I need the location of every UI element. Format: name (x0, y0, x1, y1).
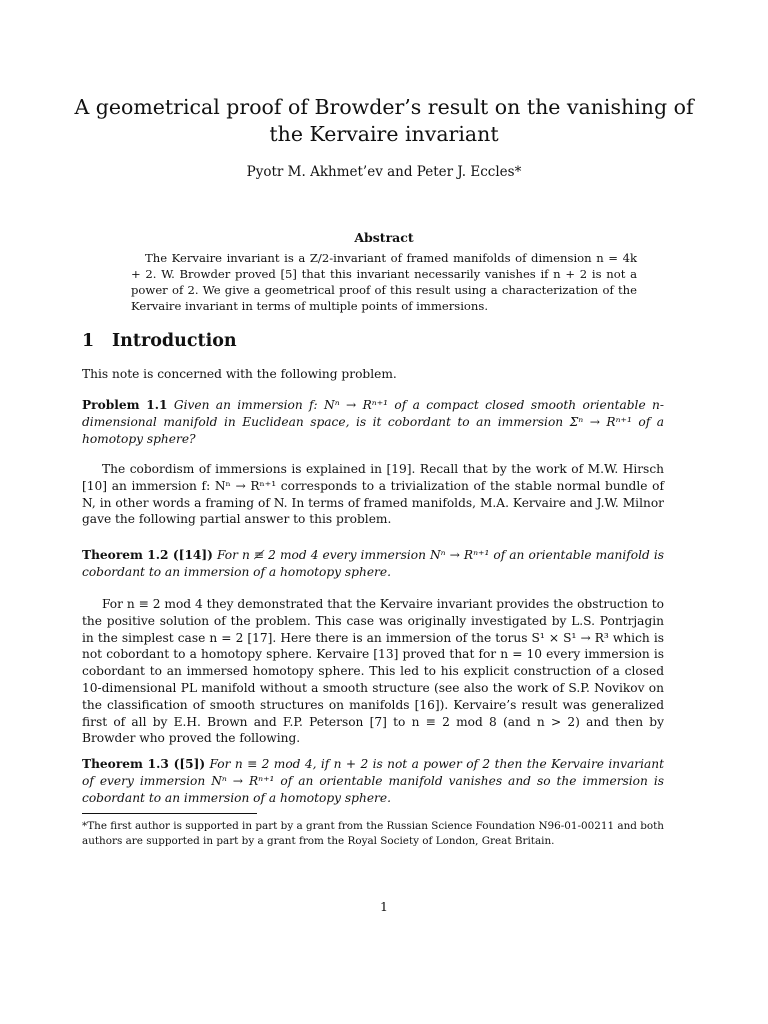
problem-text: Given an immersion f: Nⁿ → Rⁿ⁺¹ of a compact closed smooth orientable n-dimensional manifold in Euclidean space, is it cobordant to an immersion Σⁿ → Rⁿ⁺¹ of a homotopy sphere? (82, 398, 664, 446)
intro-sentence: This note is concerned with the following problem. (82, 367, 397, 381)
section-heading (82, 331, 237, 351)
paper-title: A geometrical proof of Browder’s result on the vanishing of the Kervaire invariant (74, 95, 694, 146)
problem-label: Problem 1.1 (82, 398, 168, 412)
paragraph-cobordism: The cobordism of immersions is explained in [19]. Recall that by the work of M.W. Hirsch [10] an immersion f: Nⁿ → Rⁿ⁺¹ corresponds to a trivialization of the stable normal bundle of N, in other words a framing of N. In terms of framed manifolds, M.A. Kervaire and J.W. Milnor gave the following partial answer to this problem. (82, 462, 664, 527)
section-title: Introduction (112, 331, 237, 351)
author-line: Pyotr M. Akhmet’ev and Peter J. Eccles* (246, 164, 522, 180)
theorem-label: Theorem 1.2 ([14]) (82, 548, 213, 562)
abstract-heading: Abstract (354, 230, 414, 245)
theorem-text: For n ≢ 2 mod 4 every immersion Nⁿ → Rⁿ⁺¹ of an orientable manifold is cobordant to an immersion of a homotopy sphere. (82, 548, 664, 579)
footnote-rule (82, 813, 257, 814)
theorem-label: Theorem 1.3 ([5]) (82, 757, 206, 771)
theorem-1-3 (82, 756, 664, 806)
footnote: *The first author is supported in part by a grant from the Russian Science Foundation N96-01-00211 and both authors are supported in part by a grant from the Royal Society of London, Great Britain. (82, 820, 664, 847)
theorem-1-2 (82, 547, 664, 581)
page-number: 1 (380, 899, 388, 914)
theorem-text: For n ≡ 2 mod 4, if n + 2 is not a power of 2 then the Kervaire invariant of every immersion Nⁿ → Rⁿ⁺¹ of an orientable manifold vanishes and so the immersion is cobordant to an immersion of a homotopy sphere. (82, 757, 665, 805)
paragraph-kervaire: For n ≡ 2 mod 4 they demonstrated that the Kervaire invariant provides the obstruction to the positive solution of the problem. This case was originally investigated by L.S. Pontrjagin in the simplest case n = 2 [17]. Here there is an immersion of the torus S¹ × S¹ → R³ which is not cobordant to a homotopy sphere. Kervaire [13] proved that for n = 10 every immersion is cobordant to an immersed homotopy sphere. This led to his explicit construction of a closed 10-dimensional PL manifold without a smooth structure (see also the work of S.P. Novikov on the classification of smooth structures on manifolds [16]). Kervaire’s result was generalized first of all by E.H. Brown and F.P. Peterson [7] to n ≡ 2 mod 8 (and n > 2) and then by Browder who proved the following. (82, 597, 664, 746)
abstract-body: The Kervaire invariant is a Z/2-invariant of framed manifolds of dimension n = 4k + 2. W. Browder proved [5] that this invariant necessarily vanishes if n + 2 is not a power of 2. We give a geometrical proof of this result using a characterization of the Kervaire invariant in terms of multiple points of immersions. (131, 251, 637, 313)
section-number: 1 (82, 331, 95, 351)
problem-1-1 (82, 397, 664, 447)
